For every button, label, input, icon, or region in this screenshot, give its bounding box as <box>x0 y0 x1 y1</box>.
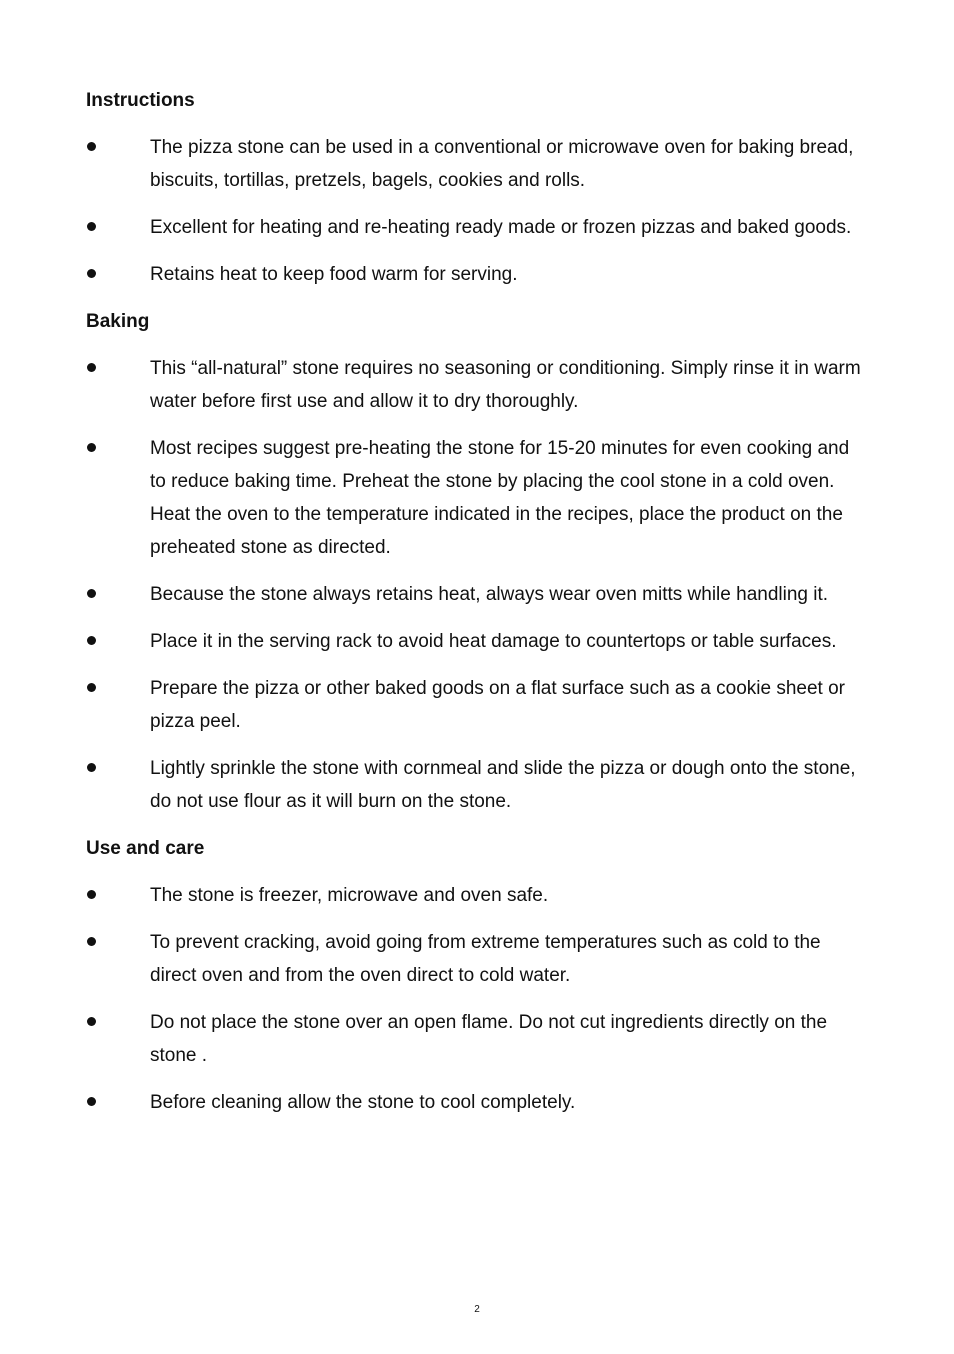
section-heading: Baking <box>86 311 150 332</box>
list-item-text: Do not place the stone over an open flame. Do not cut ingredients directly on the stone . <box>150 1012 828 1066</box>
list-item <box>86 1086 862 1119</box>
list-item-text: The pizza stone can be used in a conventional or microwave oven for baking bread, biscuits, tortillas, pretzels, bagels, cookies and rolls. <box>150 137 854 191</box>
list-item-text: This “all-natural” stone requires no seasoning or conditioning. Simply rinse it in warm water before first use and allow it to dry thoroughly. <box>150 358 861 412</box>
section-heading: Use and care <box>86 838 205 859</box>
list-item-text: Because the stone always retains heat, always wear oven mitts while handling it. <box>150 584 829 605</box>
list-item <box>86 211 862 244</box>
section-heading: Instructions <box>86 90 195 111</box>
list-item <box>86 432 862 564</box>
list-item <box>86 352 862 418</box>
list-item <box>86 879 862 912</box>
list-item <box>86 672 862 738</box>
document-page <box>86 84 862 1133</box>
list-item-text: Place it in the serving rack to avoid heat damage to countertops or table surfaces. <box>150 631 837 652</box>
page-number: 2 <box>474 1304 480 1315</box>
list-item-text: Prepare the pizza or other baked goods on a flat surface such as a cookie sheet or pizza peel. <box>150 678 845 732</box>
list-item-text: Excellent for heating and re-heating ready made or frozen pizzas and baked goods. <box>150 217 852 238</box>
list-item <box>86 131 862 197</box>
list-item <box>86 926 862 992</box>
list-item-text: Before cleaning allow the stone to cool completely. <box>150 1092 576 1113</box>
list-item-text: The stone is freezer, microwave and oven safe. <box>150 885 549 906</box>
section-use-and-care <box>86 832 862 1119</box>
list-item <box>86 1006 862 1072</box>
list-item-text: Lightly sprinkle the stone with cornmeal and slide the pizza or dough onto the stone, do not use flour as it will burn on the stone. <box>150 758 856 812</box>
list-item-text: To prevent cracking, avoid going from extreme temperatures such as cold to the direct oven and from the oven direct to cold water. <box>150 932 821 986</box>
list-item <box>86 752 862 818</box>
list-item <box>86 625 862 658</box>
section-baking <box>86 305 862 818</box>
list-item <box>86 578 862 611</box>
list-item <box>86 258 862 291</box>
list-item-text: Retains heat to keep food warm for serving. <box>150 264 518 285</box>
section-instructions <box>86 84 862 291</box>
list-item-text: Most recipes suggest pre-heating the stone for 15-20 minutes for even cooking and to reduce baking time. Preheat the stone by placing the cool stone in a cold oven. Heat the oven to the temperature indicated in the recipes, place the product on the preheated stone as directed. <box>150 438 850 558</box>
